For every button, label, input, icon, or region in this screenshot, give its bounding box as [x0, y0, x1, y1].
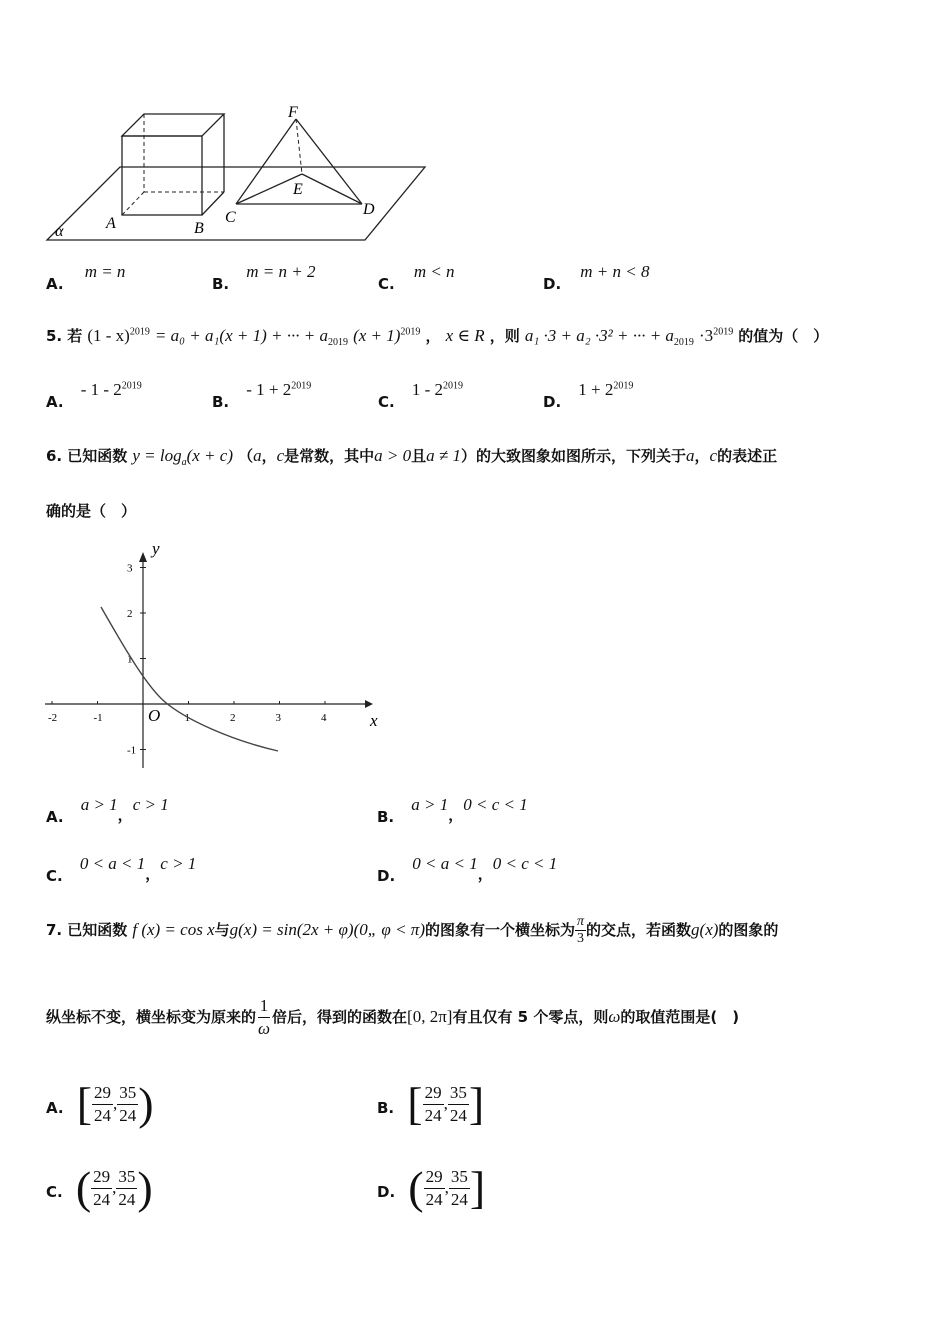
- y-tick-label: -1: [127, 744, 137, 757]
- q7-stem-line2: 纵坐标不变，横坐标变为原来的 $\frac{1}{\omega}$ 倍后，得到的函数在[0, 2π]有且仅有 5 个零点，则ω的取值范围是( ): [46, 996, 740, 1038]
- x-tick-label: 2: [230, 712, 236, 724]
- q6-option-a[interactable]: A. a > 1，c > 1: [46, 795, 169, 826]
- label-A: A: [106, 215, 116, 232]
- figure-cube-pyramid: [40, 100, 440, 250]
- q5-option-d[interactable]: D. $1 + 2^{2019}$: [543, 380, 634, 411]
- q5-option-c[interactable]: C. $1 - 2^{2019}$: [378, 380, 463, 411]
- y-tick-label: 2: [127, 608, 133, 620]
- q4-option-c[interactable]: C. m < n: [378, 262, 455, 293]
- q5-option-a[interactable]: A. - $1 - 2^{2019}$: [46, 380, 142, 411]
- label-E: E: [293, 181, 303, 198]
- y-tick-label: 3: [127, 562, 133, 575]
- label-alpha: α: [55, 223, 64, 240]
- q4-option-b[interactable]: B. m = n + 2: [212, 262, 316, 293]
- y-axis-label: y: [152, 540, 160, 558]
- q5-option-b[interactable]: B. - $1 + 2^{2019}$: [212, 380, 312, 411]
- origin-label: O: [148, 706, 161, 725]
- q7-option-c[interactable]: C. ( $\frac{29}{24}$ , $\frac{35}{24}$ ): [46, 1162, 153, 1213]
- label-D: D: [363, 201, 375, 218]
- x-tick-label: 4: [321, 712, 327, 724]
- q6-stem-line1: 6. 已知函数 $y = \log_a(x + c)$ （a，c是常数，其中a > 0且a ≠ 1）的大致图象如图所示，下列关于a，c的表述正: [46, 446, 778, 469]
- q6-option-c[interactable]: C. 0 < a < 1，c > 1: [46, 854, 197, 885]
- label-C: C: [225, 209, 236, 226]
- x-tick-label: -2: [48, 712, 58, 724]
- q6-stem-line2: 确的是（ ）: [46, 502, 137, 520]
- q6-option-b[interactable]: B. a > 1，0 < c < 1: [377, 795, 528, 826]
- q4-option-a[interactable]: A. m = n: [46, 262, 126, 293]
- label-B: B: [194, 220, 204, 237]
- q7-option-d[interactable]: D. ( $\frac{29}{24}$ , $\frac{35}{24}$ ]: [377, 1162, 486, 1213]
- q6-graph: [40, 540, 390, 780]
- q6-option-d[interactable]: D. 0 < a < 1，0 < c < 1: [377, 854, 558, 885]
- log-curve: [101, 607, 278, 751]
- x-tick-label: 3: [275, 712, 281, 724]
- label-F: F: [288, 104, 298, 121]
- x-tick-label: -1: [93, 712, 103, 724]
- y-tick-label: 1: [127, 653, 133, 666]
- x-axis-label: x: [370, 711, 378, 730]
- x-tick-label: 1: [184, 712, 190, 724]
- q7-option-b[interactable]: B. [ $\frac{29}{24}$ , $\frac{35}{24}$ ]: [377, 1078, 485, 1129]
- cube-top: [122, 114, 224, 136]
- q7-option-a[interactable]: A. [ $\frac{29}{24}$ , $\frac{35}{24}$ ): [46, 1078, 154, 1129]
- q4-option-d[interactable]: D. m + n < 8: [543, 262, 650, 293]
- q7-stem-line1: 7. 已知函数 f (x) = cos x与g(x) = sin(2x + φ)(0„ φ < π)的图象有一个横坐标为 $\frac{\pi}{3}$ 的交点，若函数g(x)的图象的: [46, 914, 779, 946]
- q5-stem: 5. 若 (1 - x)$^{2019}$ = a₀ + a₁(x + 1) + ··· + $a_{2019}$ $(x + 1)^{2019}$ ， x ∈ R ，则 a₁ ·3 + a₂ ·3² + ··· + $a_{2019} \cdot 3^{2019}$ 的值为（ ）: [46, 326, 829, 349]
